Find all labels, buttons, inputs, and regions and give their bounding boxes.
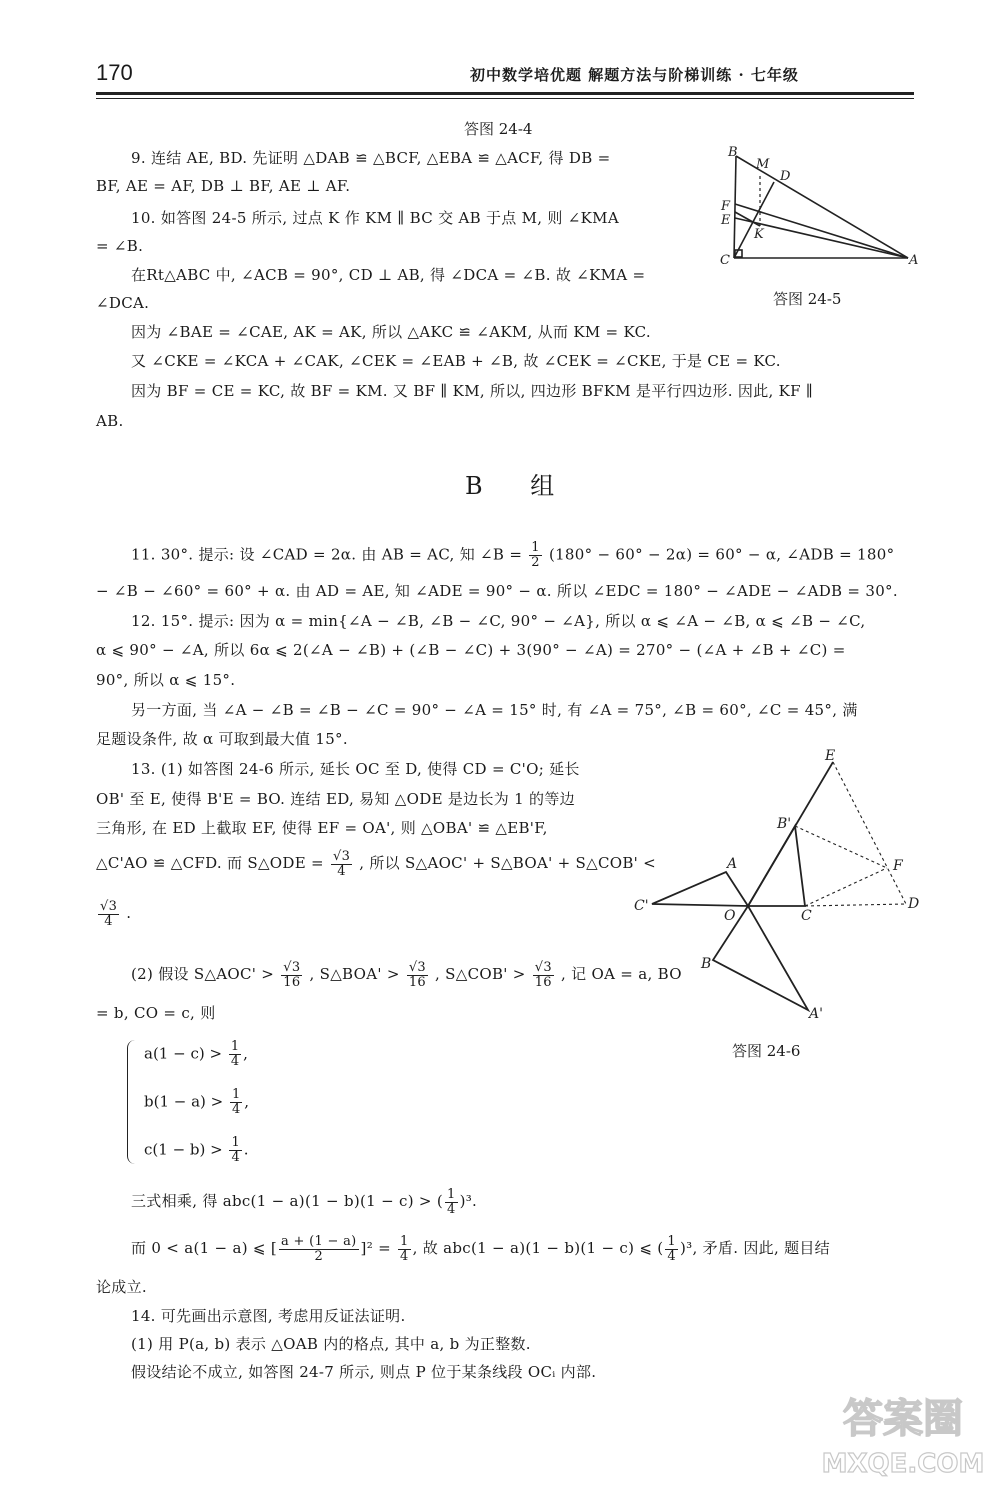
problem-12-line-1: 12. 15°. 提示: 因为 α = min{∠A − ∠B, ∠B − ∠C, 90° − ∠A}, 所以 α ⩽ ∠A − ∠B, α ⩽ ∠B − ∠C, [131, 612, 866, 630]
triangle-c-prime-a-o [652, 872, 748, 906]
figure-24-6 [625, 748, 925, 1038]
label-a: A [727, 856, 738, 872]
inequality-1: a(1 − c) > $\frac{1}{4}$ , [144, 1039, 248, 1069]
watermark-top: 答案圈 [843, 1396, 963, 1442]
label-k: K [754, 227, 764, 242]
triangle-o-b-prime-c [748, 826, 805, 906]
segment-b-prime-f [795, 826, 887, 868]
system-brace [127, 1040, 138, 1164]
label-d: D [780, 169, 791, 184]
problem-14-line-1: 14. 可先画出示意图, 考虑用反证法证明. [131, 1307, 406, 1325]
problem-13-line-7: = b, CO = c, 则 [96, 1004, 216, 1022]
problem-10-line-8: AB. [96, 412, 124, 430]
problem-14-line-2: (1) 用 P(a, b) 表示 △OAB 内的格点, 其中 a, b 为正整数. [131, 1335, 531, 1353]
problem-14-line-3: 假设结论不成立, 如答图 24-7 所示, 则点 P 位于某条线段 OCᵢ 内部. [131, 1363, 597, 1381]
page-number: 170 [96, 60, 133, 85]
label-f: F [721, 199, 731, 214]
problem-12-line-5: 足题设条件, 故 α 可取到最大值 15°. [96, 730, 348, 748]
fraction-quarter-6: $\frac{1}{4}$ [667, 1233, 676, 1264]
figure-24-5 [712, 140, 932, 290]
figure-caption-24-4: 答图 24-4 [464, 120, 533, 138]
section-title: B 组 [465, 472, 575, 500]
problem-10-line-6: 又 ∠CKE = ∠KCA + ∠CAK, ∠CEK = ∠EAB + ∠B, 故 ∠CEK = ∠CKE, 于是 CE = KC. [131, 352, 781, 370]
label-c-prime: C' [634, 898, 649, 914]
watermark-bottom: MXQE.COM [821, 1449, 985, 1479]
fraction-sqrt3-over-16-a: $\frac{√3}{16}$ [283, 959, 301, 990]
segment-o-e [748, 762, 833, 906]
problem-13-line-4: △C'AO ≌ △CFD. 而 S△ODE = $\frac{√3}{4}$ , 所以 S△AOC' + S△BOA' + S△COB' < [96, 848, 657, 879]
problem-13-line-1: 13. (1) 如答图 24-6 所示, 延长 OC 至 D, 使得 CD = C'O; 延长 [131, 760, 580, 778]
problem-11-text-1: 11. 30°. 提示: 设 ∠CAD = 2α. 由 AB = AC, 知 ∠B = [131, 545, 523, 564]
problem-12-line-3: 90°, 所以 α ⩽ 15°. [96, 671, 236, 689]
segment-c-f [805, 868, 887, 906]
fraction-sqrt3-over-16-b: $\frac{√3}{16}$ [408, 959, 426, 990]
problem-11-line-2: − ∠B − ∠60° = 60° + α. 由 AD = AE, 知 ∠ADE = 90° − α. 所以 ∠EDC = 180° − ∠ADE − ∠ADB = 30°. [96, 582, 898, 600]
problem-13-line-5: $\frac{√3}{4}$ . [100, 898, 132, 929]
header-rule-thin [96, 98, 914, 99]
figure-caption-24-6: 答图 24-6 [732, 1042, 801, 1060]
problem-10-line-4: ∠DCA. [96, 294, 150, 312]
fraction-sqrt3-over-4-b: $\frac{√3}{4}$ [100, 898, 118, 929]
label-m: M [756, 157, 770, 172]
problem-13-line-3: 三角形, 在 ED 上截取 EF, 使得 EF = OA', 则 △OBA' ≌ △EB'F, [96, 819, 548, 837]
segment-cd [734, 182, 774, 258]
label-b: B [701, 956, 712, 972]
problem-11-line-1 [131, 541, 894, 570]
problem-10-line-2: = ∠B. [96, 237, 144, 255]
segment-c-d [805, 904, 906, 906]
label-c: C [801, 908, 812, 924]
problem-13-line-9: 而 0 < a(1 − a) ⩽ [ $\frac{a + (1 - a)}{2}$ ]² = $\frac{1}{4}$ , 故 abc(1 − a)(1 − b)(1 − c) ⩽ ( $\frac{1}{4}$ )³, 矛盾. 因此, 题目结 [131, 1233, 830, 1264]
problem-13-line-6: (2) 假设 S△AOC' > $\frac{√3}{16}$ , S△BOA' > $\frac{√3}{16}$ , S△COB' > $\frac{√3}{16}$ , 记 OA = a, BO [131, 959, 682, 990]
label-e: E [825, 748, 836, 764]
problem-9-line-1: 9. 连结 AE, BD. 先证明 △DAB ≌ △BCF, △EBA ≌ △ACF, 得 DB = [131, 149, 611, 167]
fraction-quarter-5: $\frac{1}{4}$ [400, 1233, 409, 1264]
inequality-2: b(1 − a) > $\frac{1}{4}$ , [144, 1087, 250, 1117]
segment-bc [734, 156, 736, 258]
problem-9-line-2: BF, AE = AF, DB ⊥ BF, AE ⊥ AF. [96, 177, 351, 195]
fraction-quarter-4: $\frac{1}{4}$ [447, 1186, 456, 1217]
label-b: B [728, 145, 738, 160]
figure-caption-24-5: 答图 24-5 [773, 290, 842, 308]
problem-10-line-7: 因为 BF = CE = KC, 故 BF = KM. 又 BF ∥ KM, 所以, 四边形 BFKM 是平行四边形. 因此, KF ∥ [131, 382, 814, 400]
segment-e-d [833, 762, 906, 904]
fraction-half: $\frac{1}{2}$ [531, 540, 540, 570]
problem-13-line-8: 三式相乘, 得 abc(1 − a)(1 − b)(1 − c) > ( $\frac{1}{4}$ )³. [131, 1186, 478, 1217]
fraction-a-plus: $\frac{a + (1 - a)}{2}$ [281, 1233, 357, 1264]
label-e: E [721, 213, 731, 228]
fraction-quarter-2: $\frac{1}{4}$ [232, 1087, 241, 1117]
watermark-logo [818, 1380, 988, 1480]
inequality-3: c(1 − b) > $\frac{1}{4}$ . [144, 1135, 249, 1165]
label-c: C [720, 253, 730, 268]
label-f: F [893, 858, 903, 874]
fraction-sqrt3-over-16-c: $\frac{√3}{16}$ [534, 959, 552, 990]
problem-11-text-2: (180° − 60° − 2α) = 60° − α, ∠ADB = 180° [548, 545, 895, 564]
label-o: O [724, 908, 736, 924]
problem-10-line-1: 10. 如答图 24-5 所示, 过点 K 作 KM ∥ BC 交 AB 于点 M, 则 ∠KMA [131, 209, 619, 227]
problem-10-line-5: 因为 ∠BAE = ∠CAE, AK = AK, 所以 △AKC ≌ ∠AKM, 从而 KM = KC. [131, 323, 651, 341]
running-head: 初中数学培优题 解题方法与阶梯训练 · 七年级 [470, 66, 799, 84]
fraction-quarter-1: $\frac{1}{4}$ [230, 1039, 240, 1069]
problem-10-line-3: 在Rt△ABC 中, ∠ACB = 90°, CD ⊥ AB, 得 ∠DCA = ∠B. 故 ∠KMA = [131, 266, 646, 284]
problem-12-line-2: α ⩽ 90° − ∠A, 所以 6α ⩽ 2(∠A − ∠B) + (∠B − ∠C) + 3(90° − ∠A) = 270° − (∠A + ∠B + ∠C) = [96, 641, 846, 659]
label-b-prime: B' [777, 816, 792, 832]
problem-13-line-2: OB' 至 E, 使得 B'E = BO. 连结 ED, 易知 △ODE 是边长为 1 的等边 [96, 790, 575, 808]
label-a-prime: A' [809, 1006, 823, 1022]
label-a: A [909, 253, 919, 268]
header-rule [96, 92, 914, 95]
fraction-quarter-3: $\frac{1}{4}$ [231, 1135, 240, 1165]
problem-12-line-4: 另一方面, 当 ∠A − ∠B = ∠B − ∠C = 90° − ∠A = 15° 时, 有 ∠A = 75°, ∠B = 60°, ∠C = 45°, 满 [131, 701, 858, 719]
label-d: D [908, 896, 920, 912]
problem-13-line-10: 论成立. [96, 1278, 147, 1296]
fraction-sqrt3-over-4: $\frac{√3}{4}$ [333, 848, 351, 879]
